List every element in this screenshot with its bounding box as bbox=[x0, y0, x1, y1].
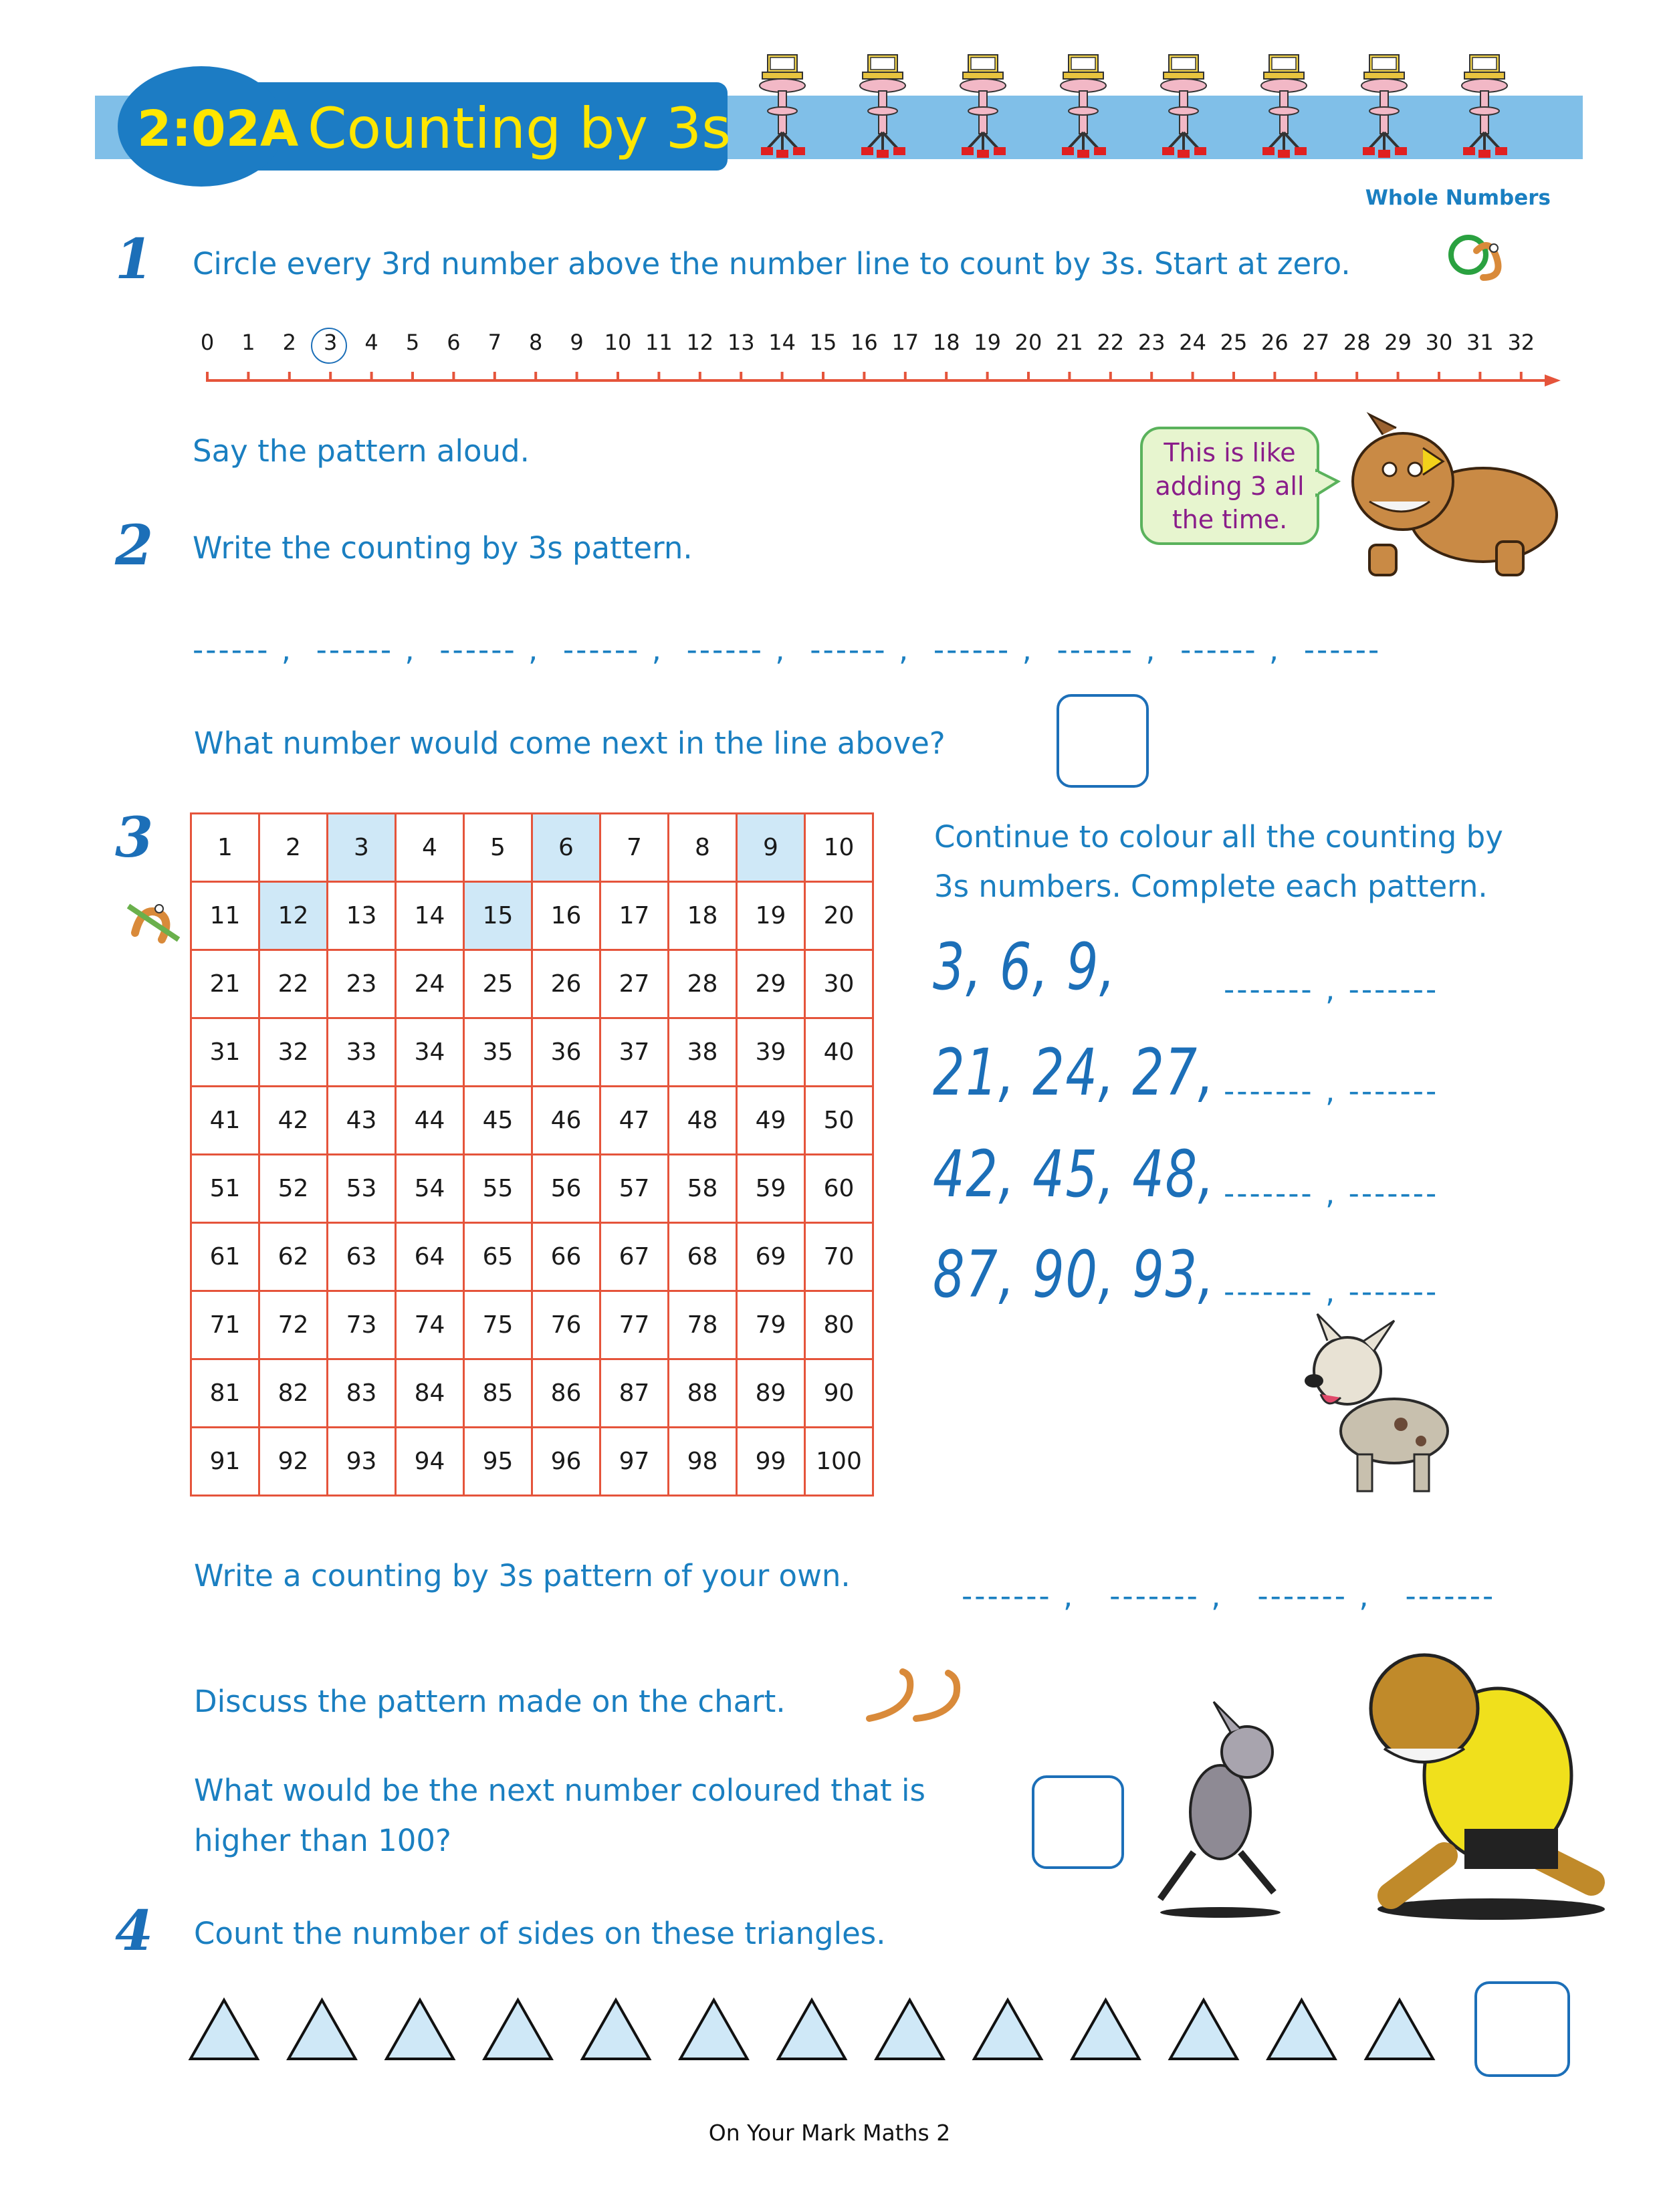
chart-cell[interactable]: 47 bbox=[600, 1087, 669, 1155]
bulldog-running-illustration bbox=[1364, 1642, 1628, 1922]
chart-cell[interactable]: 24 bbox=[396, 950, 464, 1018]
pattern-blanks-1[interactable]: ------- , ------- bbox=[1224, 972, 1439, 1007]
chart-cell[interactable]: 23 bbox=[328, 950, 396, 1018]
chart-cell[interactable]: 87 bbox=[600, 1359, 669, 1428]
chart-cell[interactable]: 51 bbox=[191, 1155, 259, 1223]
chart-cell[interactable]: 92 bbox=[259, 1428, 328, 1496]
triangle-shape bbox=[1366, 2000, 1433, 2059]
chart-cell[interactable]: 60 bbox=[805, 1155, 873, 1223]
chart-cell[interactable]: 59 bbox=[737, 1155, 805, 1223]
next-colour-question bbox=[194, 1765, 925, 1866]
chart-row bbox=[191, 1291, 873, 1359]
chart-cell[interactable]: 89 bbox=[737, 1359, 805, 1428]
number-line-label: 4 bbox=[364, 330, 378, 355]
chart-cell[interactable]: 96 bbox=[532, 1428, 600, 1496]
chart-cell[interactable]: 76 bbox=[532, 1291, 600, 1359]
chart-cell[interactable]: 68 bbox=[669, 1223, 737, 1291]
chart-cell[interactable]: 39 bbox=[737, 1018, 805, 1087]
chart-cell[interactable]: 40 bbox=[805, 1018, 873, 1087]
mouse-running-illustration bbox=[1147, 1692, 1321, 1919]
laptop-on-stool-icon bbox=[1061, 55, 1106, 158]
chart-cell[interactable]: 25 bbox=[464, 950, 532, 1018]
chart-cell[interactable]: 15 bbox=[464, 882, 532, 950]
number-line-label: 14 bbox=[768, 330, 796, 355]
chart-cell[interactable]: 17 bbox=[600, 882, 669, 950]
number-line-label: 30 bbox=[1425, 330, 1453, 355]
triangles-row bbox=[187, 1996, 1458, 2063]
chart-cell[interactable]: 86 bbox=[532, 1359, 600, 1428]
chart-cell[interactable]: 33 bbox=[328, 1018, 396, 1087]
chart-cell[interactable]: 84 bbox=[396, 1359, 464, 1428]
chart-row bbox=[191, 1018, 873, 1087]
chart-cell[interactable]: 53 bbox=[328, 1155, 396, 1223]
pattern-start-3: 42, 45, 48, bbox=[933, 1137, 1216, 1212]
triangle-shape bbox=[1268, 2000, 1335, 2059]
chart-cell[interactable]: 95 bbox=[464, 1428, 532, 1496]
own-pattern-instruction: Write a counting by 3s pattern of your own. bbox=[194, 1558, 851, 1593]
chart-cell[interactable]: 72 bbox=[259, 1291, 328, 1359]
next-colour-line-1: What would be the next number coloured that is bbox=[194, 1773, 925, 1808]
chart-cell[interactable]: 38 bbox=[669, 1018, 737, 1087]
number-line-label: 2 bbox=[282, 330, 296, 355]
chart-cell[interactable]: 45 bbox=[464, 1087, 532, 1155]
chart-cell[interactable]: 27 bbox=[600, 950, 669, 1018]
number-line-label: 11 bbox=[645, 330, 673, 355]
chart-cell[interactable]: 9 bbox=[737, 814, 805, 882]
chart-cell[interactable]: 64 bbox=[396, 1223, 464, 1291]
pattern-start-1: 3, 6, 9, bbox=[933, 929, 1117, 1004]
q3-instruction bbox=[934, 812, 1503, 911]
number-line-labels bbox=[201, 330, 1555, 360]
q4-answer-box[interactable] bbox=[1474, 1981, 1570, 2077]
pattern-blanks-2[interactable]: ------- , ------- bbox=[1224, 1073, 1439, 1109]
q2-answer-blanks[interactable]: ------ , ------ , ------ , ------ , ------ , ------ , ------ , ------ , ------ , ------ bbox=[193, 632, 1381, 667]
chart-cell[interactable]: 37 bbox=[600, 1018, 669, 1087]
number-line bbox=[201, 369, 1561, 396]
question-number-4: 4 bbox=[115, 1899, 154, 1963]
worm-reading-icon bbox=[1443, 231, 1517, 284]
laptop-on-stool-icon bbox=[1261, 55, 1307, 158]
chart-row bbox=[191, 1359, 873, 1428]
chart-cell[interactable]: 57 bbox=[600, 1155, 669, 1223]
number-line-label: 22 bbox=[1097, 330, 1125, 355]
hundreds-chart bbox=[190, 812, 874, 1497]
chart-cell[interactable]: 100 bbox=[805, 1428, 873, 1496]
chart-cell[interactable]: 50 bbox=[805, 1087, 873, 1155]
chart-row bbox=[191, 1155, 873, 1223]
discuss-instruction: Discuss the pattern made on the chart. bbox=[194, 1684, 786, 1719]
chart-cell[interactable]: 28 bbox=[669, 950, 737, 1018]
number-line-label: 20 bbox=[1014, 330, 1042, 355]
number-line-label: 18 bbox=[932, 330, 960, 355]
triangle-shape bbox=[877, 2000, 944, 2059]
chart-cell[interactable]: 12 bbox=[259, 882, 328, 950]
number-line-label: 3 bbox=[324, 330, 338, 355]
chart-cell[interactable]: 83 bbox=[328, 1359, 396, 1428]
q3-next-coloured-answer-box[interactable] bbox=[1032, 1775, 1124, 1869]
chart-cell[interactable]: 56 bbox=[532, 1155, 600, 1223]
say-pattern-text: Say the pattern aloud. bbox=[193, 433, 530, 469]
chart-cell[interactable]: 22 bbox=[259, 950, 328, 1018]
laptop-on-stool-icon bbox=[860, 55, 905, 158]
chart-cell[interactable]: 82 bbox=[259, 1359, 328, 1428]
chart-cell[interactable]: 35 bbox=[464, 1018, 532, 1087]
chart-cell[interactable]: 13 bbox=[328, 882, 396, 950]
chart-cell[interactable]: 5 bbox=[464, 814, 532, 882]
chart-cell[interactable]: 66 bbox=[532, 1223, 600, 1291]
number-line-label: 15 bbox=[809, 330, 837, 355]
chart-cell[interactable]: 31 bbox=[191, 1018, 259, 1087]
chart-cell[interactable]: 62 bbox=[259, 1223, 328, 1291]
chart-row bbox=[191, 882, 873, 950]
chart-row bbox=[191, 950, 873, 1018]
chart-cell[interactable]: 34 bbox=[396, 1018, 464, 1087]
chart-cell[interactable]: 21 bbox=[191, 950, 259, 1018]
laptop-stools-decoration bbox=[756, 52, 1578, 162]
triangle-shape bbox=[974, 2000, 1041, 2059]
speech-bubble-tail bbox=[1314, 468, 1341, 502]
q2-instruction: Write the counting by 3s pattern. bbox=[193, 530, 693, 566]
number-line-label: 19 bbox=[974, 330, 1001, 355]
number-line-label: 23 bbox=[1137, 330, 1166, 355]
q4-instruction: Count the number of sides on these triangles. bbox=[194, 1916, 886, 1951]
q3-instruction-line-2: 3s numbers. Complete each pattern. bbox=[934, 869, 1488, 904]
chart-cell[interactable]: 61 bbox=[191, 1223, 259, 1291]
chart-cell[interactable]: 19 bbox=[737, 882, 805, 950]
pattern-start-2: 21, 24, 27, bbox=[933, 1035, 1216, 1110]
chart-cell[interactable]: 1 bbox=[191, 814, 259, 882]
triangle-shape bbox=[191, 2000, 257, 2059]
number-line-label: 26 bbox=[1261, 330, 1289, 355]
number-line-label: 13 bbox=[727, 330, 755, 355]
q1-instruction: Circle every 3rd number above the number line to count by 3s. Start at zero. bbox=[193, 246, 1351, 282]
triangle-shape bbox=[582, 2000, 649, 2059]
chart-cell[interactable]: 71 bbox=[191, 1291, 259, 1359]
number-line-label: 10 bbox=[604, 330, 632, 355]
chart-cell[interactable]: 98 bbox=[669, 1428, 737, 1496]
bubble-line-2: adding 3 all bbox=[1155, 471, 1305, 501]
number-line-label: 25 bbox=[1220, 330, 1248, 355]
number-line-label: 0 bbox=[200, 330, 215, 355]
chart-cell[interactable]: 11 bbox=[191, 882, 259, 950]
chart-cell[interactable]: 75 bbox=[464, 1291, 532, 1359]
number-line-label: 32 bbox=[1507, 330, 1535, 355]
chart-cell[interactable]: 73 bbox=[328, 1291, 396, 1359]
chart-cell[interactable]: 43 bbox=[328, 1087, 396, 1155]
number-line-label: 16 bbox=[851, 330, 878, 355]
chart-cell[interactable]: 30 bbox=[805, 950, 873, 1018]
chart-cell[interactable]: 46 bbox=[532, 1087, 600, 1155]
triangle-shape bbox=[681, 2000, 748, 2059]
chart-cell[interactable]: 14 bbox=[396, 882, 464, 950]
q2-answer-box[interactable] bbox=[1057, 694, 1149, 788]
chart-cell[interactable]: 8 bbox=[669, 814, 737, 882]
next-colour-line-2: higher than 100? bbox=[194, 1823, 451, 1858]
number-line-label: 31 bbox=[1466, 330, 1494, 355]
chart-cell[interactable]: 55 bbox=[464, 1155, 532, 1223]
number-line-label: 9 bbox=[570, 330, 584, 355]
chart-cell[interactable]: 81 bbox=[191, 1359, 259, 1428]
chart-cell[interactable]: 32 bbox=[259, 1018, 328, 1087]
chart-cell[interactable]: 88 bbox=[669, 1359, 737, 1428]
chart-cell[interactable]: 26 bbox=[532, 950, 600, 1018]
chart-cell[interactable]: 54 bbox=[396, 1155, 464, 1223]
footer-text: On Your Mark Maths 2 bbox=[708, 2120, 951, 2146]
chart-cell[interactable]: 78 bbox=[669, 1291, 737, 1359]
laptop-on-stool-icon bbox=[1161, 55, 1206, 158]
page-title: Counting by 3s bbox=[308, 96, 731, 161]
number-line-label: 28 bbox=[1343, 330, 1371, 355]
pattern-blanks-4[interactable]: ------- , ------- bbox=[1224, 1274, 1439, 1309]
chart-row bbox=[191, 1087, 873, 1155]
chart-cell[interactable]: 91 bbox=[191, 1428, 259, 1496]
number-line-label: 8 bbox=[529, 330, 543, 355]
chart-cell[interactable]: 94 bbox=[396, 1428, 464, 1496]
bulldog-illustration bbox=[1343, 408, 1567, 582]
question-number-2: 2 bbox=[115, 514, 154, 578]
triangle-shape bbox=[778, 2000, 845, 2059]
triangle-shape bbox=[386, 2000, 453, 2059]
own-pattern-blanks[interactable]: ------- , ------- , ------- , ------- bbox=[962, 1578, 1496, 1614]
spotted-dog-illustration bbox=[1301, 1311, 1468, 1498]
chart-row bbox=[191, 1223, 873, 1291]
chart-cell[interactable]: 85 bbox=[464, 1359, 532, 1428]
chart-cell[interactable]: 2 bbox=[259, 814, 328, 882]
triangle-shape bbox=[1073, 2000, 1139, 2059]
chart-cell[interactable]: 67 bbox=[600, 1223, 669, 1291]
chart-cell[interactable]: 49 bbox=[737, 1087, 805, 1155]
lesson-code: 2:02A bbox=[137, 100, 299, 158]
number-line-label: 29 bbox=[1384, 330, 1412, 355]
chart-cell[interactable]: 41 bbox=[191, 1087, 259, 1155]
chart-cell[interactable]: 29 bbox=[737, 950, 805, 1018]
chart-cell[interactable]: 58 bbox=[669, 1155, 737, 1223]
chart-row bbox=[191, 1428, 873, 1496]
triangle-shape bbox=[289, 2000, 356, 2059]
chart-cell[interactable]: 74 bbox=[396, 1291, 464, 1359]
number-line-label: 7 bbox=[487, 330, 502, 355]
two-worms-icon bbox=[863, 1665, 983, 1725]
chart-cell[interactable]: 6 bbox=[532, 814, 600, 882]
chart-cell[interactable]: 16 bbox=[532, 882, 600, 950]
chart-cell[interactable]: 93 bbox=[328, 1428, 396, 1496]
chart-cell[interactable]: 80 bbox=[805, 1291, 873, 1359]
number-line-label: 21 bbox=[1056, 330, 1083, 355]
worm-with-pencil-icon bbox=[122, 886, 189, 950]
question-number-1: 1 bbox=[115, 227, 154, 292]
laptop-on-stool-icon bbox=[1462, 55, 1507, 158]
chart-cell[interactable]: 90 bbox=[805, 1359, 873, 1428]
chart-cell[interactable]: 99 bbox=[737, 1428, 805, 1496]
pattern-blanks-3[interactable]: ------- , ------- bbox=[1224, 1176, 1439, 1211]
triangle-shape bbox=[1170, 2000, 1237, 2059]
chart-cell[interactable]: 44 bbox=[396, 1087, 464, 1155]
number-line-label: 24 bbox=[1179, 330, 1206, 355]
chart-cell[interactable]: 52 bbox=[259, 1155, 328, 1223]
chart-cell[interactable]: 48 bbox=[669, 1087, 737, 1155]
q3-instruction-line-1: Continue to colour all the counting by bbox=[934, 819, 1503, 855]
chart-cell[interactable]: 42 bbox=[259, 1087, 328, 1155]
q2-next-question: What number would come next in the line above? bbox=[194, 726, 946, 761]
chart-cell[interactable]: 18 bbox=[669, 882, 737, 950]
chart-cell[interactable]: 77 bbox=[600, 1291, 669, 1359]
chart-cell[interactable]: 20 bbox=[805, 882, 873, 950]
triangle-shape bbox=[485, 2000, 552, 2059]
laptop-on-stool-icon bbox=[1361, 55, 1407, 158]
chart-cell[interactable]: 3 bbox=[328, 814, 396, 882]
question-number-3: 3 bbox=[115, 806, 154, 870]
circled-number-marker[interactable] bbox=[311, 328, 347, 364]
chart-cell[interactable]: 65 bbox=[464, 1223, 532, 1291]
chart-cell[interactable]: 97 bbox=[600, 1428, 669, 1496]
chart-cell[interactable]: 10 bbox=[805, 814, 873, 882]
chart-cell[interactable]: 4 bbox=[396, 814, 464, 882]
number-line-label: 12 bbox=[686, 330, 714, 355]
chart-cell[interactable]: 70 bbox=[805, 1223, 873, 1291]
chart-cell[interactable]: 79 bbox=[737, 1291, 805, 1359]
number-line-label: 27 bbox=[1302, 330, 1330, 355]
number-line-label: 17 bbox=[891, 330, 919, 355]
laptop-on-stool-icon bbox=[960, 55, 1006, 158]
speech-bubble bbox=[1140, 427, 1319, 545]
number-line-label: 5 bbox=[405, 330, 420, 355]
chart-cell[interactable]: 63 bbox=[328, 1223, 396, 1291]
chart-cell[interactable]: 69 bbox=[737, 1223, 805, 1291]
laptop-on-stool-icon bbox=[760, 55, 805, 158]
bubble-line-1: This is like bbox=[1164, 438, 1296, 467]
strand-label: Whole Numbers bbox=[1365, 186, 1551, 210]
number-line-label: 1 bbox=[241, 330, 255, 355]
number-line-label: 6 bbox=[447, 330, 461, 355]
chart-cell[interactable]: 7 bbox=[600, 814, 669, 882]
chart-row bbox=[191, 814, 873, 882]
pattern-start-4: 87, 90, 93, bbox=[933, 1237, 1216, 1312]
chart-cell[interactable]: 36 bbox=[532, 1018, 600, 1087]
bubble-line-3: the time. bbox=[1172, 505, 1288, 534]
